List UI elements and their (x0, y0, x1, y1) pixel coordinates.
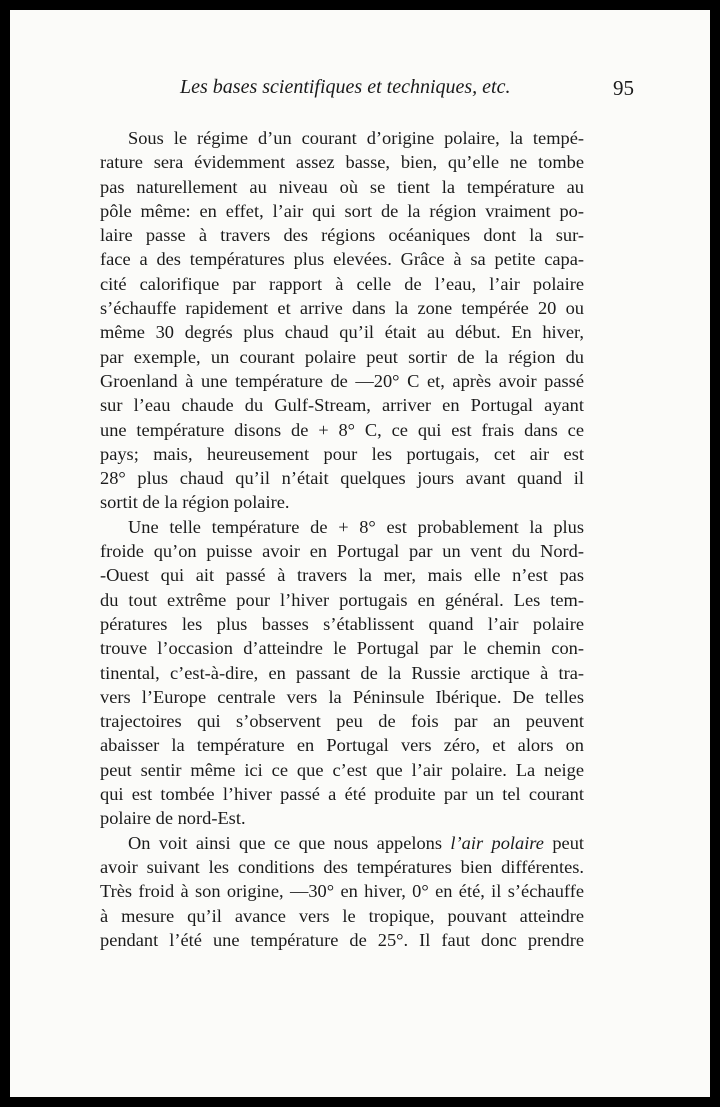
text-line: -Ouest qui ait passé à travers la mer, mais elle n’est pas (100, 565, 584, 586)
italic-term: l’air polaire (450, 832, 544, 853)
text-line: 28° plus chaud qu’il n’était quelques jours avant quand il (100, 468, 584, 489)
text-line: abaisser la température en Portugal vers zéro, et alors on (100, 735, 584, 756)
text-line: avoir suivant les conditions des températures bien différentes. (100, 856, 584, 877)
text-line: pas naturellement au niveau où se tient la température au (100, 176, 584, 197)
text-line: vers l’Europe centrale vers la Péninsule Ibérique. De telles (100, 686, 584, 707)
text-line: pératures les plus basses s’établissent quand l’air polaire (100, 613, 584, 634)
text-segment: peut (543, 832, 584, 853)
text-line: froide qu’on puisse avoir en Portugal par un vent du Nord- (100, 541, 584, 562)
text-line: du tout extrême pour l’hiver portugais en général. Les tem- (100, 589, 584, 610)
text-line: s’échauffe rapidement et arrive dans la zone tempérée 20 ou (100, 298, 584, 319)
text-line: sur l’eau chaude du Gulf-Stream, arriver en Portugal ayant (100, 395, 584, 416)
text-line: qui est tombée l’hiver passé a été produite par un tel courant (100, 784, 584, 805)
text-line: peut sentir même ici ce que c’est que l’air polaire. La neige (100, 759, 584, 780)
text-line: sortit de la région polaire. (100, 492, 290, 513)
text-line: tinental, c’est-à-dire, en passant de la Russie arctique à tra- (100, 662, 584, 683)
text-line: Une telle température de + 8° est probablement la plus (128, 516, 584, 537)
paragraph-2 (100, 515, 584, 831)
text-line (100, 831, 584, 855)
text-line: cité calorifique par rapport à celle de l’eau, l’air polaire (100, 273, 584, 294)
text-line: même 30 degrés plus chaud qu’il était au début. En hiver, (100, 322, 584, 343)
paragraph-3 (100, 831, 584, 952)
book-page (10, 10, 710, 1097)
text-line: polaire de nord-Est. (100, 808, 246, 829)
body-text (100, 126, 584, 952)
text-line: Sous le régime d’un courant d’origine polaire, la tempé- (128, 128, 584, 148)
text-line: pendant l’été une température de 25°. Il faut donc prendre (100, 929, 584, 950)
page-header (100, 76, 634, 106)
page-number: 95 (613, 76, 634, 100)
text-line: une température disons de + 8° C, ce qui est frais dans ce (100, 419, 584, 440)
text-line: trajectoires qui s’observent peu de fois par an peuvent (100, 711, 584, 732)
text-line: trouve l’occasion d’atteindre le Portugal par le chemin con- (100, 638, 584, 659)
text-line: Groenland à une température de —20° C et, après avoir passé (100, 370, 584, 391)
text-line: laire passe à travers des régions océaniques dont la sur- (100, 225, 584, 246)
text-segment: On voit ainsi que ce que nous appelons (128, 832, 451, 853)
running-title: Les bases scientifiques et techniques, etc. (180, 76, 511, 98)
text-line: pays; mais, heureusement pour les portugais, cet air est (100, 443, 584, 464)
text-line: pôle même: en effet, l’air qui sort de la région vraiment po- (100, 200, 584, 221)
text-line: Très froid à son origine, —30° en hiver, 0° en été, il s’échauffe (100, 881, 584, 902)
text-line: par exemple, un courant polaire peut sortir de la région du (100, 346, 584, 367)
paragraph-1 (100, 126, 584, 515)
text-line: à mesure qu’il avance vers le tropique, pouvant atteindre (100, 905, 584, 926)
text-line: rature sera évidemment assez basse, bien, qu’elle ne tombe (100, 152, 584, 173)
text-line: face a des températures plus elevées. Grâce à sa petite capa- (100, 249, 584, 270)
